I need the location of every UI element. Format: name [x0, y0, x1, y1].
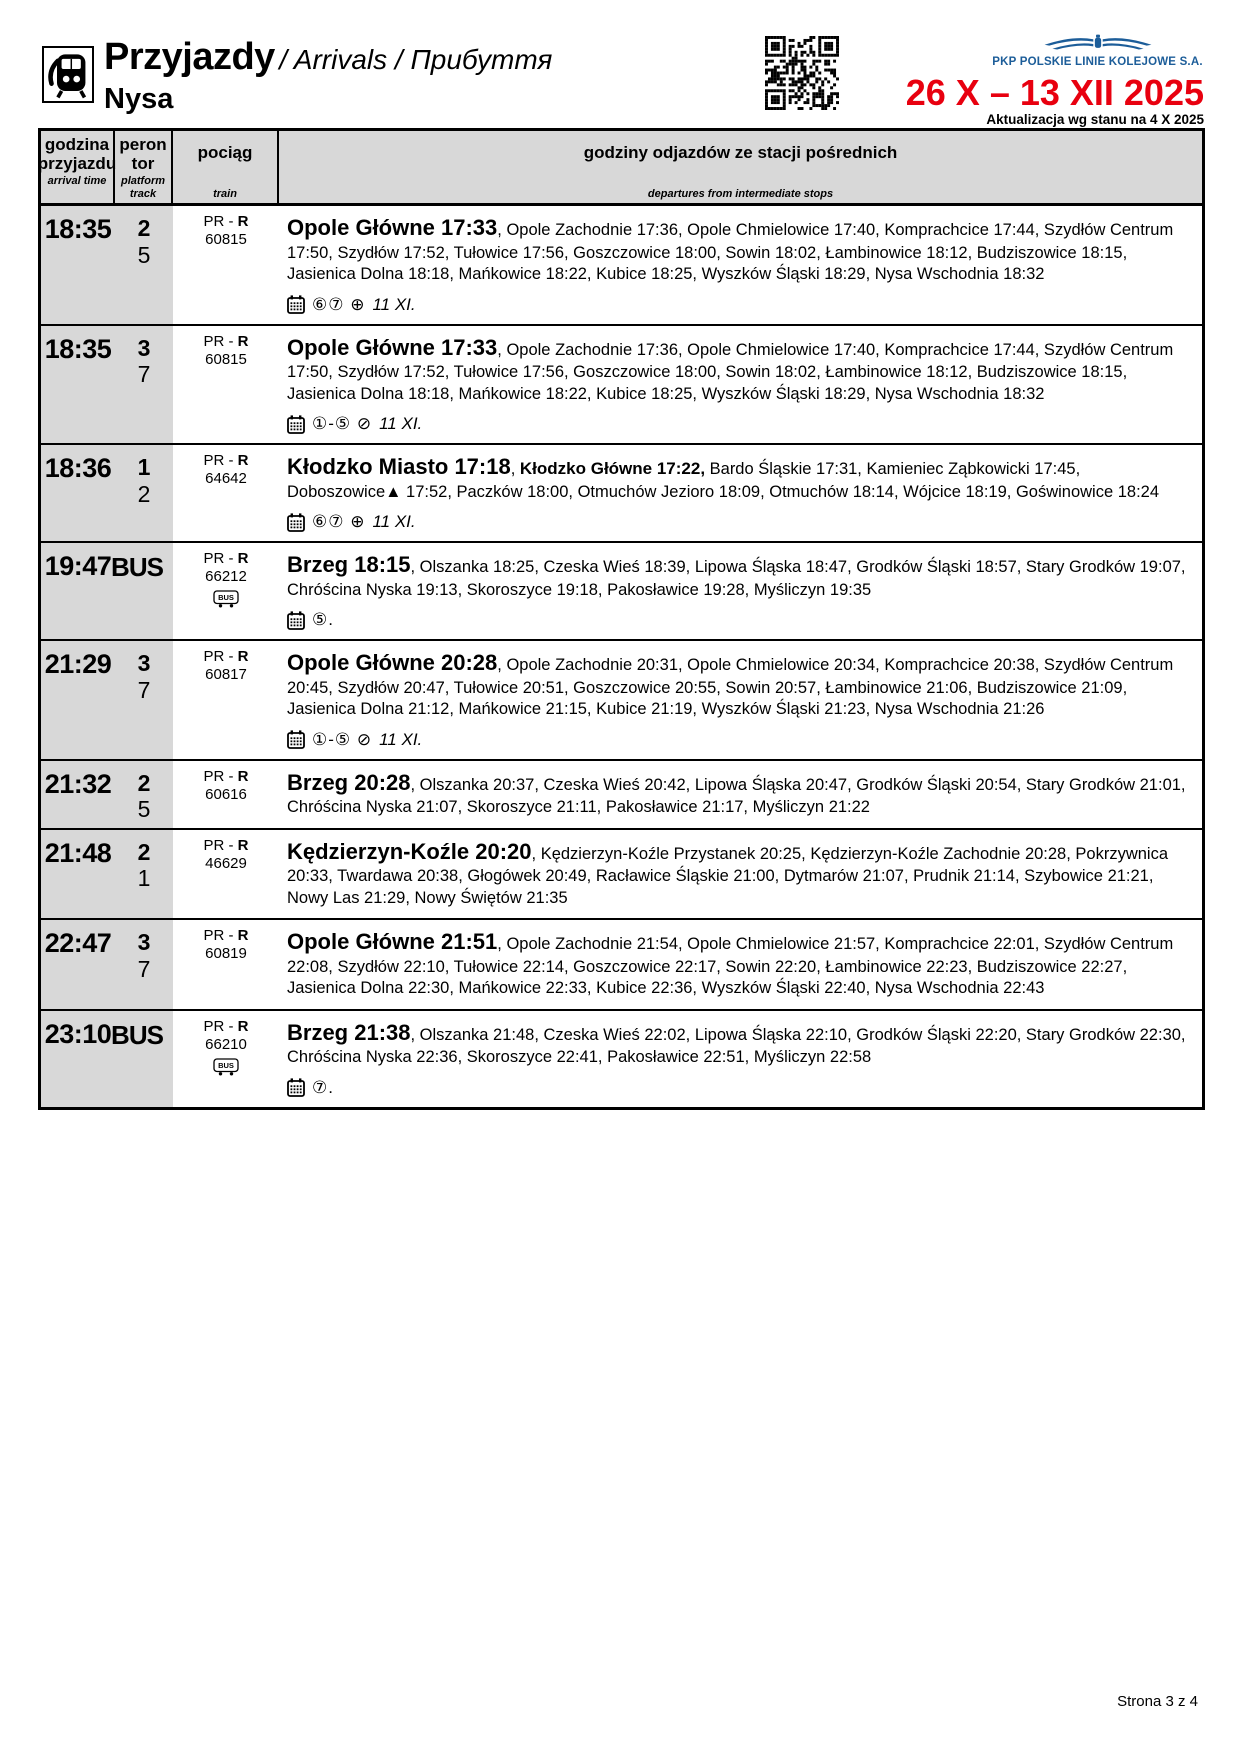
platform-number: 3 [137, 334, 151, 361]
calendar-icon [287, 1078, 305, 1097]
service-days: ⑤. [312, 610, 334, 630]
service-note [287, 730, 1190, 750]
timetable-header [37, 131, 1202, 206]
train-number: 66210 [205, 1035, 247, 1053]
track-number: 2 [137, 480, 151, 507]
route-stops: Brzeg 21:38, Olszanka 21:48, Czeska Wieś 22:02, Lipowa Śląska 22:10, Grodków Śląski 22:20, Stary Grodków 22:30, Chróścina Nyska 22:36, Skoroszyce 22:41, Pakosławice 22:51, Myśliczyn 22:58 [287, 1019, 1186, 1067]
route-stops: Brzeg 18:15, Olszanka 18:25, Czeska Wieś 18:39, Lipowa Śląska 18:47, Grodków Śląski 18:57, Stary Grodków 19:07, Chróścina Nyska 19:13, Skoroszyce 19:18, Pakosławice 19:28, Myśliczyn 19:35 [287, 552, 1186, 599]
track-number: 7 [137, 361, 151, 388]
platform-number: 2 [137, 215, 151, 242]
station-name: Nysa [104, 83, 174, 115]
arrival-time: 18:35 [44, 333, 112, 364]
arrival-time: 18:35 [44, 214, 112, 245]
train-number: 66212 [205, 568, 247, 586]
column-header-arrival: godzina przyjazdu arrival time [41, 131, 115, 203]
table-row [41, 326, 1202, 445]
track-number: 1 [137, 865, 151, 892]
table-row [41, 641, 1202, 760]
track-number: 7 [137, 676, 151, 703]
service-note [287, 610, 1190, 630]
bus-icon [213, 590, 239, 608]
platform-number: 2 [137, 838, 151, 865]
calendar-icon [287, 513, 305, 532]
qr-code [765, 36, 839, 110]
train-cell [173, 920, 279, 1008]
service-date: 11 XI. [379, 414, 423, 434]
route-cell [279, 445, 1202, 541]
platform-cell [111, 1011, 173, 1107]
svg-text:BUS: BUS [218, 593, 234, 603]
train-cell [173, 1011, 279, 1107]
route-stops: Kłodzko Miasto 17:18, Kłodzko Główne 17:22, Bardo Śląskie 17:31, Kamieniec Ząbkowicki 17:45, Doboszowice▲ 17:52, Paczków 18:00, Otmuchów Jezioro 18:09, Otmuchów 18:14, Wójcice 18:19, Goświnowice 18:24 [287, 454, 1160, 501]
column-header-departures: godziny odjazdów ze stacji pośrednich departures from intermediate stops [583, 143, 898, 200]
track-number: 7 [137, 955, 151, 982]
arrival-time: 21:29 [44, 649, 112, 680]
arrival-time-cell [41, 206, 115, 323]
route-stops: Opole Główne 21:51, Opole Zachodnie 21:54, Opole Chmielowice 21:57, Komprachcice 22:01, Szydłów Centrum 22:08, Szydłów 22:10, Tułowice 22:14, Goszczowice 22:17, Sowin 22:20, Łambinowice 22:23, Budziszowice 22:27, Jasienica Dolna 22:30, Mańkowice 22:33, Kubice 22:36, Wyszków Śląski 22:40, Nysa Wschodnia 22:43 [287, 929, 1174, 998]
train-cell [173, 326, 279, 443]
platform-cell [115, 920, 173, 1008]
train-cell [173, 761, 279, 828]
route-cell [279, 920, 1202, 1008]
update-note: Aktualizacja wg stanu na 4 X 2025 [986, 112, 1204, 127]
train-number: 60815 [205, 350, 247, 368]
service-note [287, 414, 1190, 434]
service-days: ①-⑤ ⊘ [312, 414, 373, 434]
train-cell [173, 206, 279, 323]
train-icon [42, 46, 94, 103]
track-number: 5 [137, 796, 151, 823]
arrival-time-cell [41, 445, 115, 541]
timetable [38, 128, 1205, 1110]
table-row [41, 1011, 1202, 1107]
calendar-icon [287, 611, 305, 630]
route-cell [279, 830, 1202, 918]
service-days: ⑥⑦ ⊕ [312, 294, 366, 314]
page-title-translations: / Arrivals / Прибуття [279, 44, 553, 75]
arrival-time-cell [41, 641, 115, 758]
train-carrier: PR - R [203, 550, 249, 568]
arrival-time: 21:48 [44, 837, 112, 868]
pkp-eagle-icon [1043, 33, 1153, 55]
train-cell [173, 641, 279, 758]
service-days: ⑥⑦ ⊕ [312, 512, 366, 532]
route-stops: Opole Główne 17:33, Opole Zachodnie 17:36, Opole Chmielowice 17:40, Komprachcice 17:44, Szydłów Centrum 17:50, Szydłów 17:52, Tułowice 17:56, Goszczowice 18:00, Sowin 18:02, Łambinowice 18:12, Budziszowice 18:15, Jasienica Dolna 18:18, Mańkowice 18:22, Kubice 18:25, Wyszków Śląski 18:29, Nysa Wschodnia 18:32 [287, 215, 1174, 284]
train-carrier: PR - R [203, 767, 249, 785]
service-date: 11 XI. [379, 729, 423, 749]
train-cell [173, 830, 279, 918]
platform-cell [115, 641, 173, 758]
arrival-time-cell [41, 830, 115, 918]
service-days: ①-⑤ ⊘ [312, 729, 373, 749]
platform-number: 3 [137, 929, 151, 956]
train-carrier: PR - R [203, 452, 249, 470]
table-row [41, 445, 1202, 543]
table-row [41, 830, 1202, 920]
service-days: ⑦. [312, 1077, 334, 1097]
platform-cell [115, 326, 173, 443]
route-cell [279, 641, 1202, 758]
timetable-body [41, 206, 1202, 1106]
arrival-time-cell [41, 326, 115, 443]
platform-number: 2 [137, 769, 151, 796]
bus-label: BUS [111, 552, 163, 583]
calendar-icon [287, 295, 305, 314]
train-carrier: PR - R [203, 1017, 249, 1035]
page-titles [104, 36, 552, 116]
route-cell [279, 326, 1202, 443]
calendar-icon [287, 730, 305, 749]
route-cell [279, 1011, 1202, 1107]
train-cell [173, 543, 279, 639]
train-carrier: PR - R [203, 648, 249, 666]
train-carrier: PR - R [203, 927, 249, 945]
validity-period: 26 X – 13 XII 2025 [905, 72, 1204, 113]
bus-icon [213, 1058, 239, 1076]
table-row [41, 206, 1202, 325]
platform-cell [115, 206, 173, 323]
platform-cell [115, 830, 173, 918]
platform-number: 3 [137, 650, 151, 677]
route-stops: Kędzierzyn-Koźle 20:20, Kędzierzyn-Koźle Przystanek 20:25, Kędzierzyn-Koźle Zachodnie 20:28, Pokrzywnica 20:33, Twardawa 20:38, Głogówek 20:49, Racławice Śląskie 21:00, Dytmarów 21:07, Prudnik 21:14, Szybowice 21:21, Nowy Las 21:29, Nowy Świętów 21:35 [287, 838, 1169, 907]
platform-number: 1 [137, 454, 151, 481]
train-carrier: PR - R [203, 836, 249, 854]
table-row [41, 761, 1202, 830]
train-number: 60815 [205, 231, 247, 249]
page-title: Przyjazdy [104, 36, 275, 78]
route-cell [279, 206, 1202, 323]
table-row [41, 543, 1202, 641]
platform-cell [111, 543, 173, 639]
train-number: 60616 [205, 785, 247, 803]
service-note [287, 512, 1190, 532]
platform-cell [115, 445, 173, 541]
column-header-train: pociąg train [173, 131, 279, 203]
arrival-time: 19:47 [44, 551, 112, 582]
service-date: 11 XI. [372, 294, 416, 314]
arrival-time-cell [41, 761, 115, 828]
route-cell [279, 543, 1202, 639]
arrival-time-cell [41, 920, 115, 1008]
route-cell [279, 761, 1202, 828]
train-icon-glyph [46, 50, 90, 99]
train-cell [173, 445, 279, 541]
train-number: 60819 [205, 945, 247, 963]
service-date: 11 XI. [372, 512, 416, 532]
arrival-time-cell [41, 543, 115, 639]
page-number: Strona 3 z 4 [1117, 1693, 1198, 1710]
column-header-platform: peron tor platform track [115, 131, 173, 203]
table-row [41, 920, 1202, 1010]
operator-name: PKP POLSKIE LINIE KOLEJOWE S.A. [992, 56, 1203, 68]
arrival-time: 23:10 [44, 1018, 112, 1049]
route-stops: Brzeg 20:28, Olszanka 20:37, Czeska Wieś 20:42, Lipowa Śląska 20:47, Grodków Śląski 20:54, Stary Grodków 21:01, Chróścina Nyska 21:07, Skoroszyce 21:11, Pakosławice 21:17, Myśliczyn 21:22 [287, 769, 1186, 817]
train-carrier: PR - R [203, 213, 249, 231]
train-number: 64642 [205, 470, 247, 488]
arrival-time: 18:36 [44, 453, 112, 484]
route-stops: Opole Główne 20:28, Opole Zachodnie 20:31, Opole Chmielowice 20:34, Komprachcice 20:38, Szydłów Centrum 20:45, Szydłów 20:47, Tułowice 20:51, Goszczowice 20:55, Sowin 20:57, Łambinowice 21:06, Budziszowice 21:09, Jasienica Dolna 21:12, Mańkowice 21:15, Kubice 21:19, Wyszków Śląski 21:23, Nysa Wschodnia 21:26 [287, 650, 1174, 719]
svg-text:BUS: BUS [218, 1060, 234, 1070]
train-carrier: PR - R [203, 332, 249, 350]
platform-cell [115, 761, 173, 828]
calendar-icon [287, 415, 305, 434]
service-note [287, 295, 1190, 315]
arrival-time: 21:32 [44, 768, 112, 799]
service-note [287, 1078, 1190, 1098]
arrival-time: 22:47 [44, 928, 112, 959]
bus-label: BUS [111, 1019, 163, 1050]
pkp-logo [985, 33, 1210, 68]
track-number: 5 [137, 241, 151, 268]
arrival-time-cell [41, 1011, 115, 1107]
train-number: 60817 [205, 666, 247, 684]
route-stops: Opole Główne 17:33, Opole Zachodnie 17:36, Opole Chmielowice 17:40, Komprachcice 17:44, Szydłów Centrum 17:50, Szydłów 17:52, Tułowice 17:56, Goszczowice 18:00, Sowin 18:02, Łambinowice 18:12, Budziszowice 18:15, Jasienica Dolna 18:18, Mańkowice 18:22, Kubice 18:25, Wyszków Śląski 18:29, Nysa Wschodnia 18:32 [287, 334, 1174, 403]
train-number: 46629 [205, 854, 247, 872]
